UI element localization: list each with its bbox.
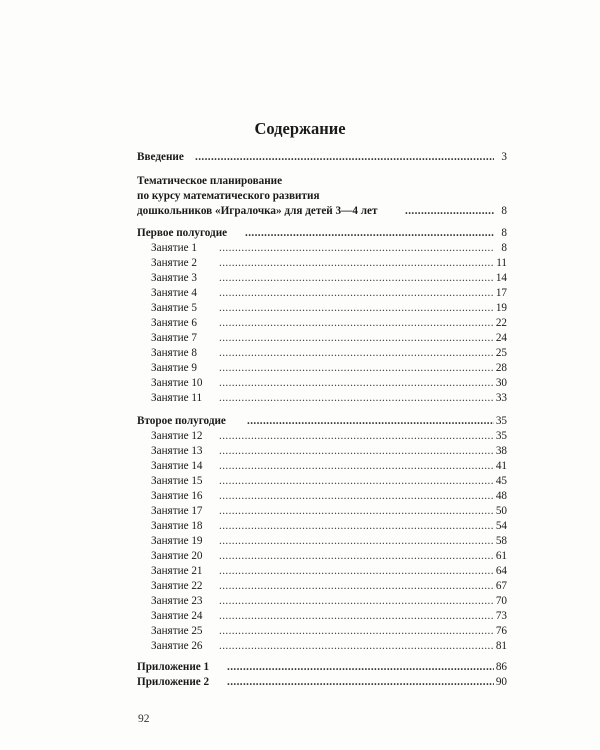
toc-lesson-entry[interactable] (137, 286, 507, 301)
appendix-list (137, 660, 507, 690)
toc-lesson-entry[interactable] (137, 271, 507, 286)
dot-leader (219, 331, 494, 346)
toc-entry-page: 8 (501, 227, 507, 239)
toc-entry-page: 14 (495, 272, 507, 284)
toc-entry-plan[interactable] (137, 174, 507, 219)
toc-entry-page: 54 (495, 520, 507, 532)
toc-entry-page: 90 (495, 676, 507, 688)
toc-entry-page: 19 (495, 302, 507, 314)
toc-entry-page: 8 (501, 242, 507, 254)
toc-lesson-entry[interactable] (137, 474, 507, 489)
toc-appendix-entry[interactable] (137, 660, 507, 675)
toc-entry-page: 25 (495, 347, 507, 359)
toc-entry-page: 35 (495, 415, 507, 427)
dot-leader (219, 256, 494, 271)
toc-entry-label: Занятие 25 (151, 625, 203, 637)
dot-leader (227, 675, 494, 690)
page-title: Содержание (254, 119, 346, 138)
dot-leader (219, 346, 494, 361)
page-number: 92 (138, 713, 150, 725)
toc-lesson-entry[interactable] (137, 241, 507, 256)
dot-leader (219, 624, 494, 639)
dot-leader (247, 414, 494, 429)
toc-entry-page: 45 (495, 475, 507, 487)
dot-leader (219, 534, 494, 549)
dot-leader (219, 316, 494, 331)
toc-entry-label-line3: дошкольников «Игралочка» для детей 3—4 лет (137, 205, 378, 217)
toc-entry-label: Занятие 24 (151, 610, 203, 622)
toc-entry-label: Занятие 2 (151, 257, 197, 269)
dot-leader (245, 226, 494, 241)
toc-entry-label: Приложение 2 (137, 676, 210, 688)
toc-lesson-entry[interactable] (137, 361, 507, 376)
toc-lesson-entry[interactable] (137, 301, 507, 316)
toc-entry-label: Занятие 16 (151, 490, 203, 502)
toc-entry-label: Занятие 22 (151, 580, 203, 592)
dot-leader (219, 444, 494, 459)
toc-entry-label: Занятие 20 (151, 550, 203, 562)
dot-leader (219, 609, 494, 624)
second-half-lessons (137, 429, 507, 654)
toc-entry-label: Занятие 8 (151, 347, 197, 359)
toc-entry-label: Занятие 15 (151, 475, 203, 487)
dot-leader (219, 286, 494, 301)
toc-entry-page: 50 (495, 505, 507, 517)
table-of-contents (137, 150, 507, 690)
dot-leader (219, 391, 494, 406)
toc-entry-label: Занятие 9 (151, 362, 197, 374)
toc-entry-label: Занятие 23 (151, 595, 203, 607)
toc-entry-page: 17 (495, 287, 507, 299)
dot-leader (219, 519, 494, 534)
dot-leader (219, 489, 494, 504)
toc-section-label: Первое полугодие (137, 227, 228, 239)
toc-lesson-entry[interactable] (137, 489, 507, 504)
toc-lesson-entry[interactable] (137, 519, 507, 534)
toc-entry-label: Занятие 12 (151, 430, 203, 442)
toc-lesson-entry[interactable] (137, 624, 507, 639)
toc-entry-page: 22 (495, 317, 507, 329)
toc-entry-label: Занятие 5 (151, 302, 197, 314)
toc-entry-page: 41 (495, 460, 507, 472)
toc-lesson-entry[interactable] (137, 504, 507, 519)
toc-entry-page: 81 (495, 640, 507, 652)
toc-entry-intro[interactable] (137, 150, 507, 165)
toc-lesson-entry[interactable] (137, 549, 507, 564)
toc-entry-page: 11 (496, 257, 507, 269)
toc-lesson-entry[interactable] (137, 376, 507, 391)
toc-entry-label: Занятие 26 (151, 640, 203, 652)
toc-entry-page: 28 (495, 362, 507, 374)
dot-leader (219, 376, 494, 391)
toc-entry-label: Занятие 10 (151, 377, 203, 389)
toc-entry-label: Занятие 17 (151, 505, 203, 517)
dot-leader (219, 579, 494, 594)
toc-entry-label: Занятие 14 (151, 460, 203, 472)
toc-entry-page: 35 (495, 430, 507, 442)
toc-lesson-entry[interactable] (137, 609, 507, 624)
toc-entry-page: 38 (495, 445, 507, 457)
toc-lesson-entry[interactable] (137, 429, 507, 444)
dot-leader (227, 660, 494, 675)
toc-entry-page: 30 (495, 377, 507, 389)
dot-leader (405, 204, 494, 219)
toc-section-second-half[interactable] (137, 414, 507, 429)
toc-lesson-entry[interactable] (137, 391, 507, 406)
toc-entry-page: 24 (495, 332, 507, 344)
dot-leader (219, 361, 494, 376)
toc-entry-label: Введение (137, 151, 184, 163)
toc-entry-label: Занятие 4 (151, 287, 197, 299)
dot-leader (219, 429, 494, 444)
toc-entry-label-line1: Тематическое планирование (137, 175, 283, 187)
toc-lesson-entry[interactable] (137, 534, 507, 549)
toc-lesson-entry[interactable] (137, 594, 507, 609)
dot-leader (219, 549, 494, 564)
toc-entry-page: 3 (501, 151, 507, 163)
dot-leader (219, 474, 494, 489)
dot-leader (219, 301, 494, 316)
dot-leader (219, 271, 494, 286)
first-half-lessons (137, 241, 507, 406)
toc-lesson-entry[interactable] (137, 444, 507, 459)
toc-entry-page: 61 (495, 550, 507, 562)
toc-entry-page: 8 (501, 205, 507, 217)
toc-entry-page: 86 (495, 661, 507, 673)
toc-lesson-entry[interactable] (137, 316, 507, 331)
toc-entry-page: 76 (495, 625, 507, 637)
toc-entry-label: Занятие 7 (151, 332, 197, 344)
dot-leader (219, 504, 494, 519)
toc-entry-label: Приложение 1 (137, 661, 210, 673)
dot-leader (219, 564, 494, 579)
toc-appendix-entry[interactable] (137, 675, 507, 690)
toc-entry-page: 48 (495, 490, 507, 502)
dot-leader (219, 639, 494, 654)
toc-section-first-half[interactable] (137, 226, 507, 241)
toc-entry-page: 64 (495, 565, 507, 577)
toc-entry-page: 67 (495, 580, 507, 592)
dot-leader (219, 594, 494, 609)
toc-lesson-entry[interactable] (137, 331, 507, 346)
toc-lesson-entry[interactable] (137, 346, 507, 361)
toc-entry-page: 73 (495, 610, 507, 622)
toc-entry-label: Занятие 1 (151, 242, 197, 254)
toc-entry-label: Занятие 11 (151, 392, 203, 404)
toc-entry-label: Занятие 18 (151, 520, 203, 532)
dot-leader (219, 459, 494, 474)
toc-lesson-entry[interactable] (137, 459, 507, 474)
toc-entry-label-line2: по курсу математического развития (137, 190, 320, 202)
dot-leader (219, 241, 494, 256)
toc-lesson-entry[interactable] (137, 639, 507, 654)
toc-lesson-entry[interactable] (137, 256, 507, 271)
toc-entry-page: 70 (495, 595, 507, 607)
toc-section-label: Второе полугодие (137, 415, 226, 427)
toc-entry-page: 58 (495, 535, 507, 547)
toc-entry-page: 33 (495, 392, 507, 404)
toc-entry-label: Занятие 3 (151, 272, 197, 284)
toc-entry-label: Занятие 21 (151, 565, 203, 577)
toc-entry-label: Занятие 13 (151, 445, 203, 457)
toc-entry-label: Занятие 19 (151, 535, 203, 547)
dot-leader (195, 150, 494, 165)
toc-entry-label: Занятие 6 (151, 317, 197, 329)
toc-lesson-entry[interactable] (137, 579, 507, 594)
toc-lesson-entry[interactable] (137, 564, 507, 579)
